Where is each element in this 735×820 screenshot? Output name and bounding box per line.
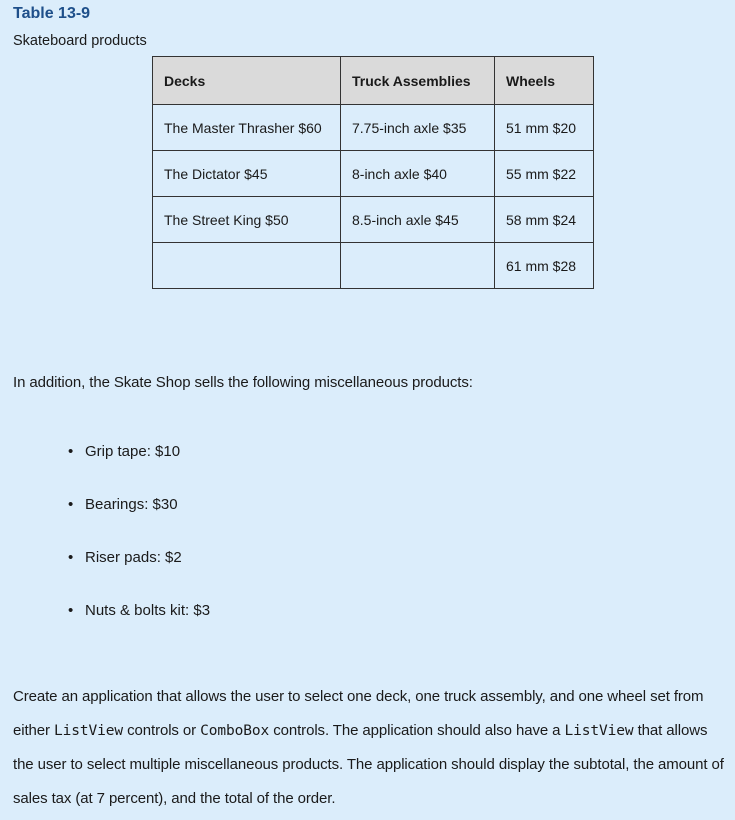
code-combobox: ComboBox [200,722,270,739]
exercise-text: controls or [123,721,201,739]
intro-text: In addition, the Skate Shop sells the following miscellaneous products: [13,374,473,391]
table-label: Table 13-9 [13,5,91,22]
misc-products-list [68,440,210,652]
table-header-row [153,57,594,105]
exercise-text: Create an application that allows the user to select one deck, one truck assembly, and one wheel set from either [13,688,704,739]
cell-deck: The Master Thrasher $60 [153,105,341,151]
table-caption: Skateboard products [13,33,147,49]
list-item-text: Riser pads: $2 [85,549,182,566]
bullet-icon: • [68,443,74,460]
bullet-icon: • [68,602,74,619]
table-row [153,197,594,243]
exercise-paragraph [13,680,731,815]
cell-deck: The Street King $50 [153,197,341,243]
bullet-icon: • [68,496,74,513]
products-table [152,56,594,289]
list-item-text: Nuts & bolts kit: $3 [85,602,211,619]
cell-wheel: 61 mm $28 [495,243,594,289]
code-listview: ListView [564,722,634,739]
cell-wheel: 55 mm $22 [495,151,594,197]
list-item [68,440,210,493]
bullet-icon: • [68,549,74,566]
cell-truck: 8.5-inch axle $45 [341,197,495,243]
header-decks: Decks [153,57,341,105]
list-item [68,493,210,546]
cell-deck: The Dictator $45 [153,151,341,197]
header-wheels: Wheels [495,57,594,105]
table-row [153,243,594,289]
list-item [68,546,210,599]
table-row [153,151,594,197]
exercise-text: that allows the user to select multiple miscellaneous products. The application should display the subtotal, the amount of sales tax (at 7 percent), and the total of the order. [13,721,724,807]
cell-deck [153,243,341,289]
exercise-text: controls. The application should also have a [269,721,565,739]
list-item-text: Grip tape: $10 [85,443,181,460]
list-item-text: Bearings: $30 [85,496,178,513]
cell-truck [341,243,495,289]
header-truck-assemblies: Truck Assemblies [341,57,495,105]
cell-wheel: 58 mm $24 [495,197,594,243]
code-listview: ListView [54,722,124,739]
cell-truck: 7.75-inch axle $35 [341,105,495,151]
list-item [68,599,210,652]
table-row [153,105,594,151]
cell-truck: 8-inch axle $40 [341,151,495,197]
cell-wheel: 51 mm $20 [495,105,594,151]
